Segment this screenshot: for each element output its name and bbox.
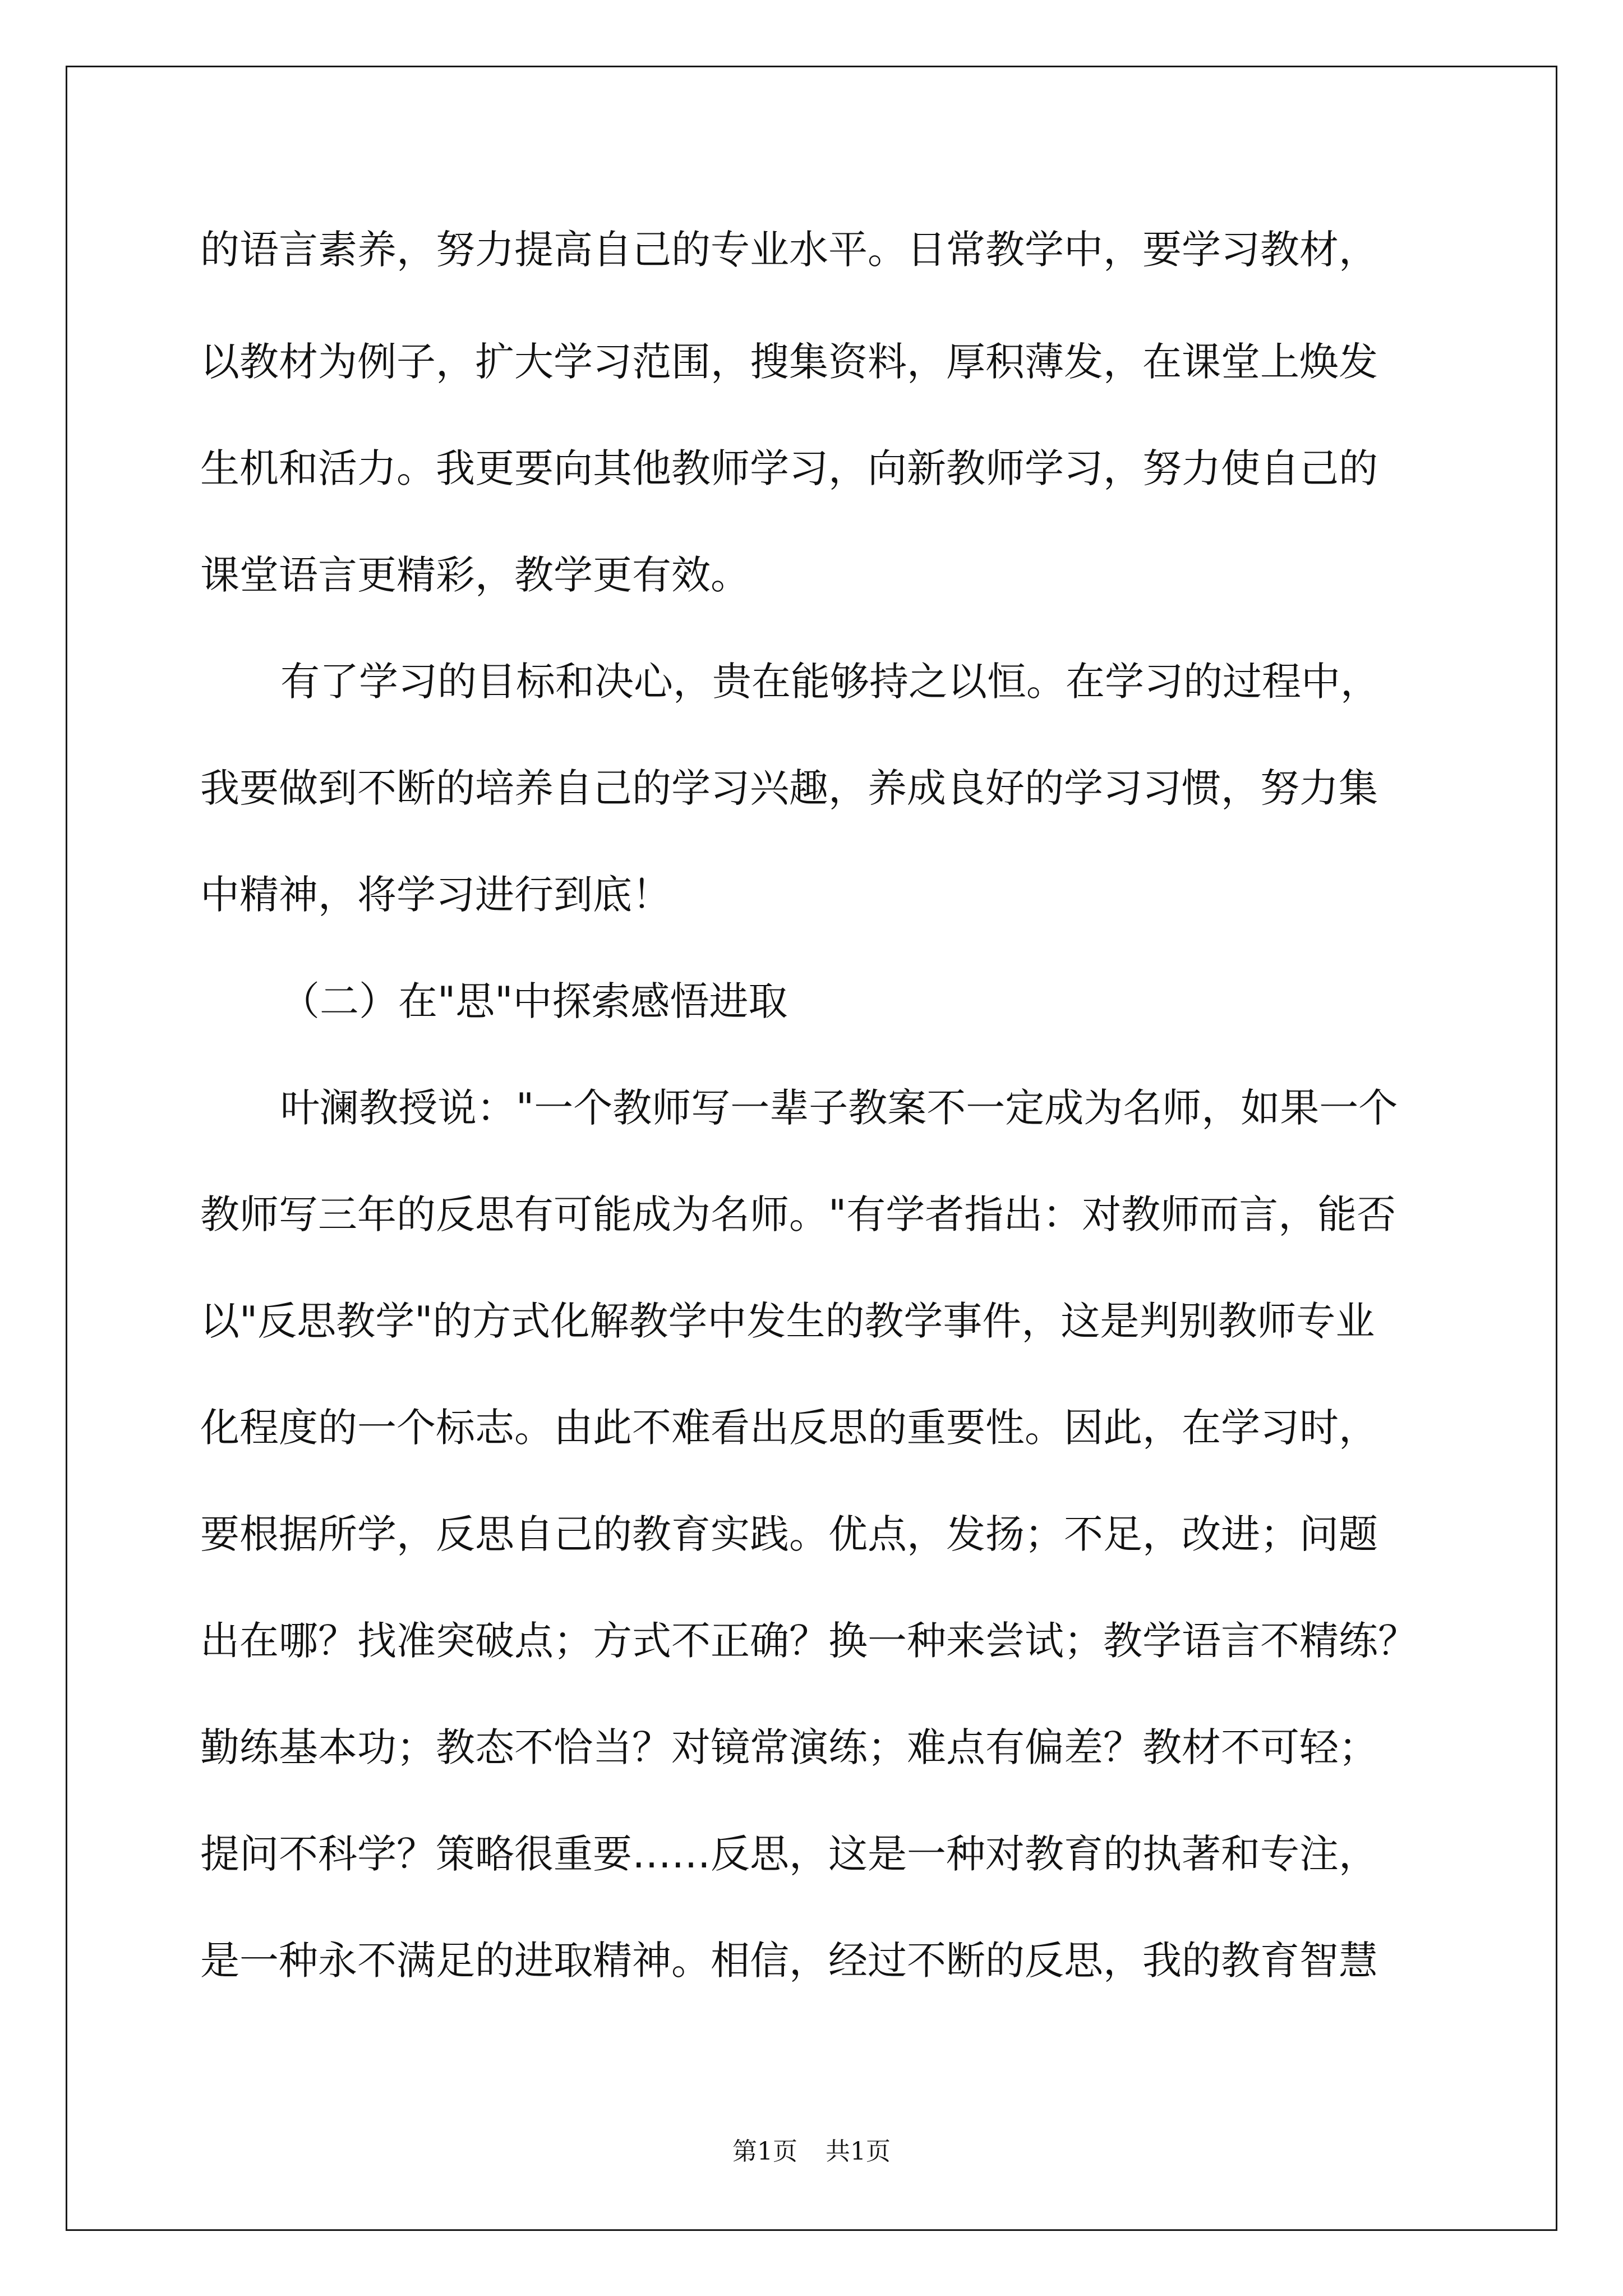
body-line: 勤练基本功；教态不恰当？对镜常演练；难点有偏差？教材不可轻； [200,1724,1378,1770]
page-footer [0,2137,1623,2166]
body-line: 教师写三年的反思有可能成为名师。"有学者指出：对教师而言，能否 [200,1191,1396,1237]
body-line: 生机和活力。我更要向其他教师学习，向新教师学习，努力使自己的 [200,445,1378,491]
body-line: 我要做到不断的培养自己的学习兴趣，养成良好的学习习惯，努力集 [200,765,1378,811]
body-line: 以"反思教学"的方式化解教学中发生的教学事件，这是判别教师专业 [200,1298,1375,1344]
page-number: 第1页 [732,2137,797,2166]
body-line: 化程度的一个标志。由此不难看出反思的重要性。因此，在学习时， [200,1405,1378,1451]
body-line: 中精神，将学习进行到底！ [200,872,671,918]
body-line: 以教材为例子，扩大学习范围，搜集资料，厚积薄发，在课堂上焕发 [200,339,1378,385]
body-line: 出在哪？找准突破点；方式不正确？换一种来尝试；教学语言不精练？ [200,1618,1417,1664]
body-line: 的语言素养，努力提高自己的专业水平。日常教学中，要学习教材， [200,227,1378,273]
body-line: 叶澜教授说："一个教师写一辈子教案不一定成为名师，如果一个 [280,1085,1398,1131]
section-heading: （二）在"思"中探索感悟进取 [280,978,788,1024]
body-line: 课堂语言更精彩，教学更有效。 [200,552,750,598]
body-line: 要根据所学，反思自己的教育实践。优点，发扬；不足，改进；问题 [200,1511,1378,1557]
page-total: 共1页 [826,2137,891,2166]
body-line: 是一种永不满足的进取精神。相信，经过不断的反思，我的教育智慧 [200,1938,1378,1984]
body-line: 提问不科学？策略很重要……反思，这是一种对教育的执著和专注， [200,1831,1378,1877]
body-line: 有了学习的目标和决心，贵在能够持之以恒。在学习的过程中， [280,659,1380,705]
page-border [66,66,1557,2231]
